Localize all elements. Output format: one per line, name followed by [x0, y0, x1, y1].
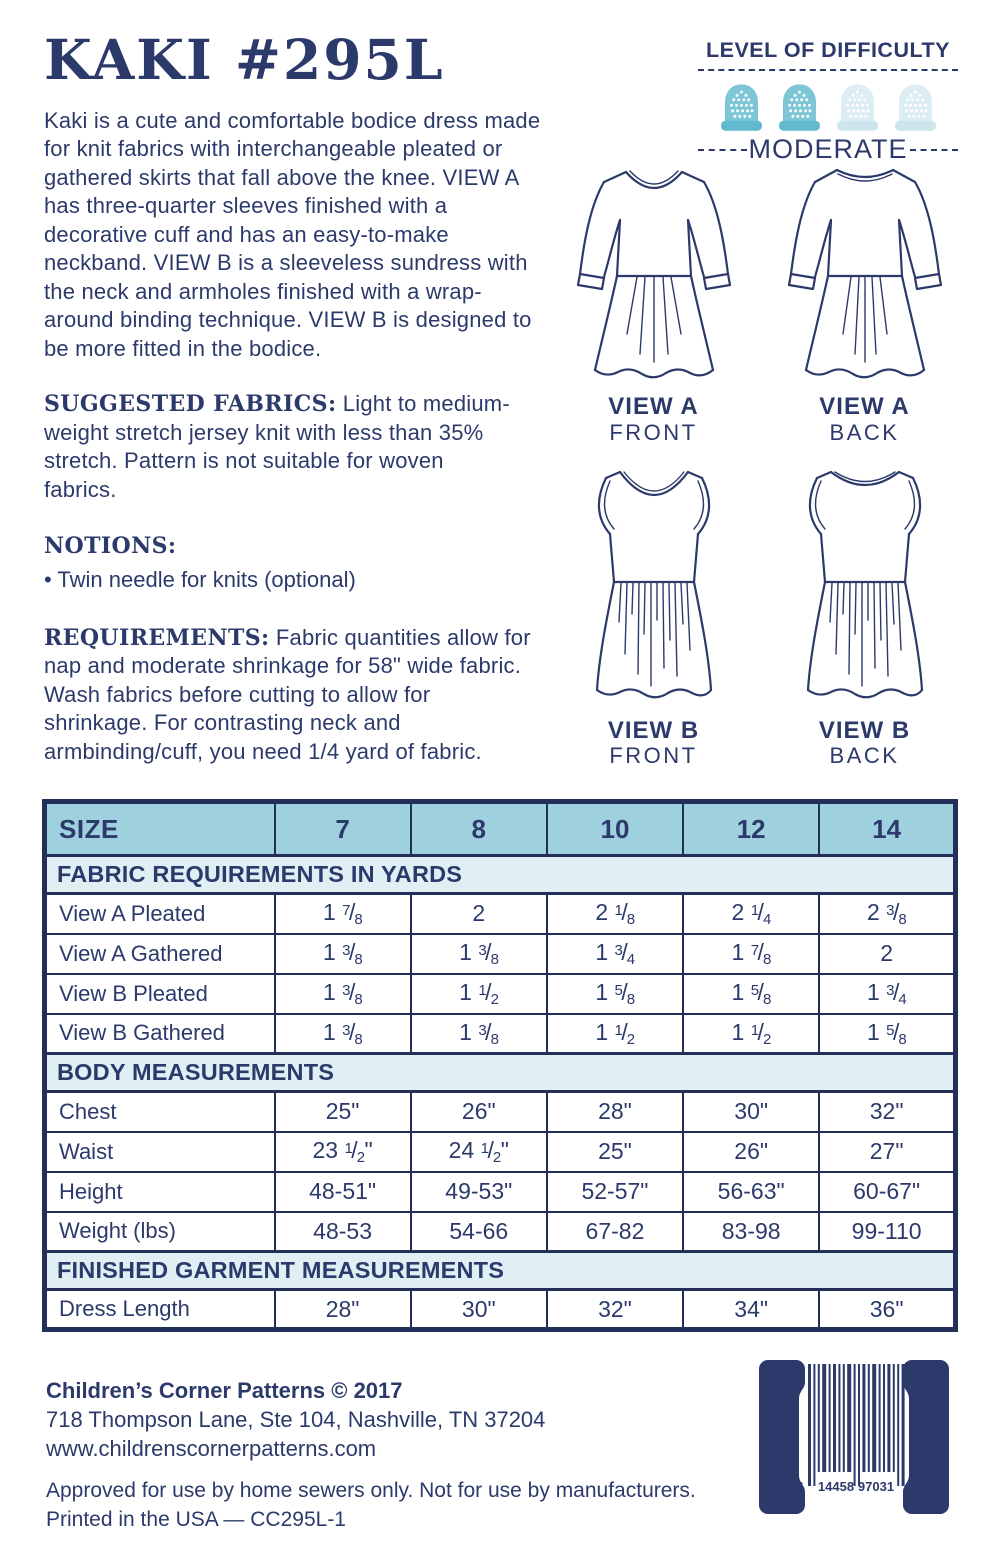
table-cell: 56-63"	[683, 1172, 819, 1212]
size-column-header: 10	[547, 802, 683, 856]
table-cell: 83-98	[683, 1212, 819, 1252]
table-cell: 1 $^7/_8$	[683, 934, 819, 974]
table-section-row	[45, 1054, 956, 1092]
requirements-label: REQUIREMENTS:	[44, 624, 270, 651]
barcode-digit-2: 2	[905, 1479, 913, 1494]
company-name: Children’s Corner Patterns © 2017	[46, 1378, 403, 1403]
table-row	[45, 1212, 956, 1252]
table-cell: 1 $^1/_2$	[683, 1014, 819, 1054]
table-cell: 32"	[819, 1092, 955, 1132]
difficulty-level-label: MODERATE	[748, 134, 908, 164]
barcode-digit-group-1: 14458	[817, 1479, 855, 1494]
table-cell: 32"	[547, 1290, 683, 1330]
row-label: Waist	[45, 1132, 275, 1172]
dashed-line	[910, 149, 959, 151]
table-row	[45, 894, 956, 934]
view-label	[819, 718, 910, 770]
view-name: VIEW A	[608, 393, 699, 420]
size-column-header: 12	[683, 802, 819, 856]
thimble-icon	[775, 81, 824, 134]
notions-label: NOTIONS:	[44, 533, 177, 559]
size-column-header: 14	[819, 802, 955, 856]
table-row	[45, 1172, 956, 1212]
view-name: VIEW A	[819, 393, 910, 420]
table-cell: 1 $^3/_4$	[819, 974, 955, 1014]
table-cell: 25"	[547, 1132, 683, 1172]
table-cell: 2	[819, 934, 955, 974]
table-cell: 2 $^1/_8$	[547, 894, 683, 934]
dashed-line	[698, 149, 747, 151]
view-a-back-figure	[759, 158, 970, 446]
table-cell: 2 $^1/_4$	[683, 894, 819, 934]
table-cell: 1 $^3/_8$	[275, 974, 411, 1014]
table-cell: 25"	[275, 1092, 411, 1132]
table-cell: 26"	[683, 1132, 819, 1172]
barcode-bars	[808, 1364, 905, 1486]
table-cell: 52-57"	[547, 1172, 683, 1212]
table-section-row	[45, 856, 956, 894]
footer	[46, 1376, 706, 1534]
row-label: View B Pleated	[45, 974, 275, 1014]
row-label: Weight (lbs)	[45, 1212, 275, 1252]
thimble-row	[698, 81, 958, 134]
view-b-back-illustration	[775, 462, 955, 714]
table-cell: 36"	[819, 1290, 955, 1330]
table-cell: 48-51"	[275, 1172, 411, 1212]
size-table	[42, 799, 958, 1332]
barcode-digit-group-2: 97031	[857, 1479, 895, 1494]
view-name: VIEW B	[818, 716, 911, 744]
view-b-back-figure	[759, 462, 970, 770]
table-cell: 1 $^1/_2$	[411, 974, 547, 1014]
size-table-body	[45, 802, 956, 1330]
table-cell: 49-53"	[411, 1172, 547, 1212]
table-cell: 34"	[683, 1290, 819, 1330]
page-title: KAKI #295L	[44, 27, 445, 92]
difficulty-heading: LEVEL OF DIFFICULTY	[698, 38, 958, 71]
view-label	[819, 394, 909, 446]
table-cell: 30"	[411, 1290, 547, 1330]
suggested-fabrics-section	[44, 390, 514, 504]
size-column-header: 7	[275, 802, 411, 856]
view-name: VIEW B	[607, 716, 700, 744]
table-cell: 28"	[275, 1290, 411, 1330]
table-section-row	[45, 1252, 956, 1290]
size-header-cell: SIZE	[45, 802, 275, 856]
views-grid	[548, 158, 970, 769]
table-cell: 99-110	[819, 1212, 955, 1252]
row-label: View A Pleated	[45, 894, 275, 934]
difficulty-block	[698, 38, 958, 165]
table-row	[45, 1014, 956, 1054]
view-a-back-illustration	[775, 158, 955, 390]
company-website[interactable]: www.childrenscornerpatterns.com	[46, 1436, 377, 1461]
size-column-header: 8	[411, 802, 547, 856]
view-variant: FRONT	[609, 419, 698, 445]
view-a-front-illustration	[564, 158, 744, 390]
row-label: Chest	[45, 1092, 275, 1132]
suggested-fabrics-text: Light to medium-weight stretch jersey knit with less than 35% stretch. Pattern is not suitable for woven fabrics.	[44, 391, 510, 502]
table-cell: 1 $^3/_8$	[411, 1014, 547, 1054]
view-variant: BACK	[829, 419, 900, 445]
table-cell: 1 $^3/_8$	[411, 934, 547, 974]
printed-note: Printed in the USA — CC295L-1	[46, 1508, 346, 1531]
requirements-text: Fabric quantities allow for nap and moderate shrinkage for 58" wide fabric. Wash fabrics before cutting to allow for shrinkage. For contrasting neck and armbinding/cuff, you need 1/4 yard of fabric.	[44, 624, 531, 764]
table-cell: 1 $^3/_4$	[547, 934, 683, 974]
company-address: 718 Thompson Lane, Ste 104, Nashville, TN 37204	[46, 1407, 546, 1432]
table-cell: 30"	[683, 1092, 819, 1132]
row-label: View B Gathered	[45, 1014, 275, 1054]
left-column	[44, 27, 544, 766]
row-label: View A Gathered	[45, 934, 275, 974]
approval-note: Approved for use by home sewers only. Not for use by manufacturers.	[46, 1479, 696, 1502]
view-variant: BACK	[829, 743, 900, 769]
suggested-fabrics-label: SUGGESTED FABRICS:	[44, 391, 337, 417]
table-section-header: FINISHED GARMENT MEASUREMENTS	[45, 1252, 956, 1290]
table-cell: 27"	[819, 1132, 955, 1172]
table-section-header: BODY MEASUREMENTS	[45, 1054, 956, 1092]
view-b-front-figure	[548, 462, 759, 770]
notions-item: • Twin needle for knits (optional)	[44, 565, 544, 594]
view-a-front-figure	[548, 158, 759, 446]
table-row	[45, 974, 956, 1014]
requirements-section	[44, 624, 534, 767]
table-header-row	[45, 802, 956, 856]
table-section-header: FABRIC REQUIREMENTS IN YARDS	[45, 856, 956, 894]
table-cell: 1 $^5/_8$	[547, 974, 683, 1014]
view-label	[608, 394, 698, 446]
table-row	[45, 1132, 956, 1172]
view-label	[608, 718, 699, 770]
row-label: Dress Length	[45, 1290, 275, 1330]
table-cell: 1 $^5/_8$	[819, 1014, 955, 1054]
table-cell: 1 $^1/_2$	[547, 1014, 683, 1054]
spool-barcode	[752, 1356, 956, 1518]
row-label: Height	[45, 1172, 275, 1212]
table-cell: 2 $^3/_8$	[819, 894, 955, 934]
table-cell: 28"	[547, 1092, 683, 1132]
table-cell: 67-82	[547, 1212, 683, 1252]
table-cell: 1 $^7/_8$	[275, 894, 411, 934]
table-row	[45, 1092, 956, 1132]
table-cell: 2	[411, 894, 547, 934]
view-b-front-illustration	[564, 462, 744, 714]
table-cell: 23 $^1/_2$"	[275, 1132, 411, 1172]
table-cell: 1 $^3/_8$	[275, 934, 411, 974]
table-cell: 24 $^1/_2$"	[411, 1132, 547, 1172]
table-cell: 1 $^3/_8$	[275, 1014, 411, 1054]
table-cell: 60-67"	[819, 1172, 955, 1212]
thimble-icon	[833, 81, 882, 134]
pattern-description: Kaki is a cute and comfortable bodice dress made for knit fabrics with interchangeable pleated or gathered skirts that fall above the knee. VIEW A has three-quarter sleeves finished with a decorative cuff and has an easy-to-make neckband. VIEW B is a sleeveless sundress with the neck and armholes finished with a wrap-around binding technique. VIEW B is designed to be more fitted in the bodice.	[44, 107, 541, 361]
table-cell: 26"	[411, 1092, 547, 1132]
table-row	[45, 1290, 956, 1330]
view-variant: FRONT	[609, 743, 698, 769]
thimble-icon	[891, 81, 940, 134]
thimble-icon	[717, 81, 766, 134]
table-cell: 54-66	[411, 1212, 547, 1252]
table-cell: 48-53	[275, 1212, 411, 1252]
table-cell: 1 $^5/_8$	[683, 974, 819, 1014]
notions-list	[44, 565, 544, 594]
barcode-digit-1: 6	[796, 1479, 804, 1494]
table-row	[45, 934, 956, 974]
